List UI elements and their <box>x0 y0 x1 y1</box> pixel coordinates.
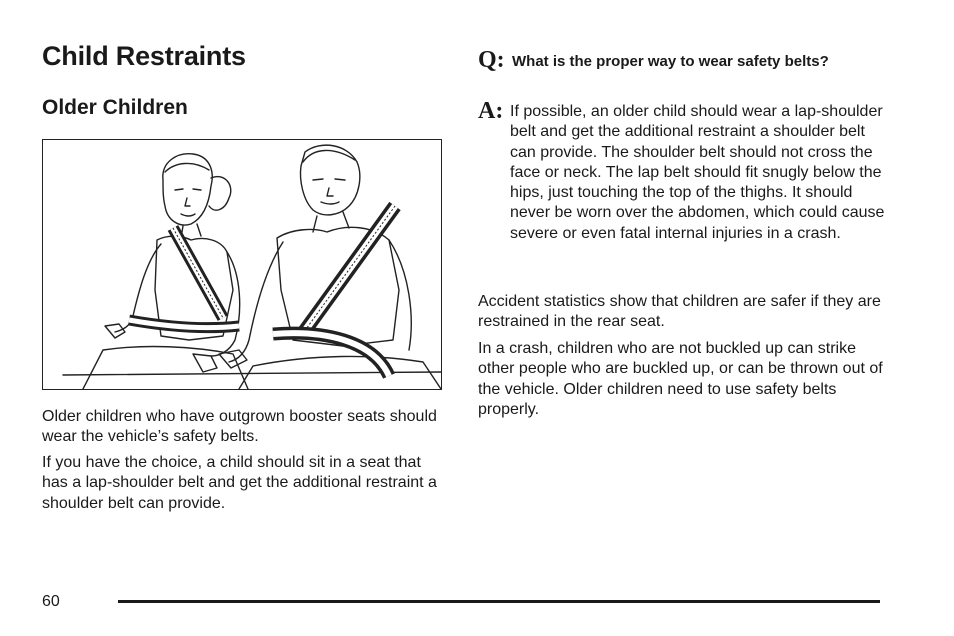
paragraph-older-children: Older children who have outgrown booster seats should wear the vehicle’s safety belts. <box>42 408 437 446</box>
paragraph-seat-choice: If you have the choice, a child should sit in a seat that has a lap-shoulder belt and get the additional restraint a shoulder belt can provide. <box>42 454 437 512</box>
paragraph-crash-risk: In a crash, children who are not buckled up can strike other people who are buckled up, or can be thrown out of the vehicle. Older children need to use safety belts properly. <box>478 340 883 418</box>
girl-head <box>163 154 212 225</box>
paragraph-accident-statistics: Accident statistics show that children are safer if they are restrained in the rear seat. <box>478 293 881 331</box>
girl-safety-belt <box>129 228 239 328</box>
section-heading: Older Children <box>42 96 188 119</box>
illustration-children-wearing-safety-belts <box>42 139 442 390</box>
page-number: 60 <box>42 593 60 610</box>
page-title: Child Restraints <box>42 41 246 71</box>
answer-marker: A: <box>478 98 504 124</box>
line-drawing <box>43 140 441 389</box>
question-text: What is the proper way to wear safety belts? <box>512 53 829 70</box>
footer-rule <box>118 600 880 603</box>
answer-text: If possible, an older child should wear a lap-shoulder belt and get the additional restraint a shoulder belt can provide. The shoulder belt should not cross the face or neck. The lap belt should fit snugly below the hips, just touching the top of the thighs. It should never be worn over the abdomen, which could cause severe or even fatal internal injuries in a crash. <box>510 103 885 242</box>
boy-left-arm <box>229 242 283 362</box>
question-marker: Q: <box>478 47 505 73</box>
